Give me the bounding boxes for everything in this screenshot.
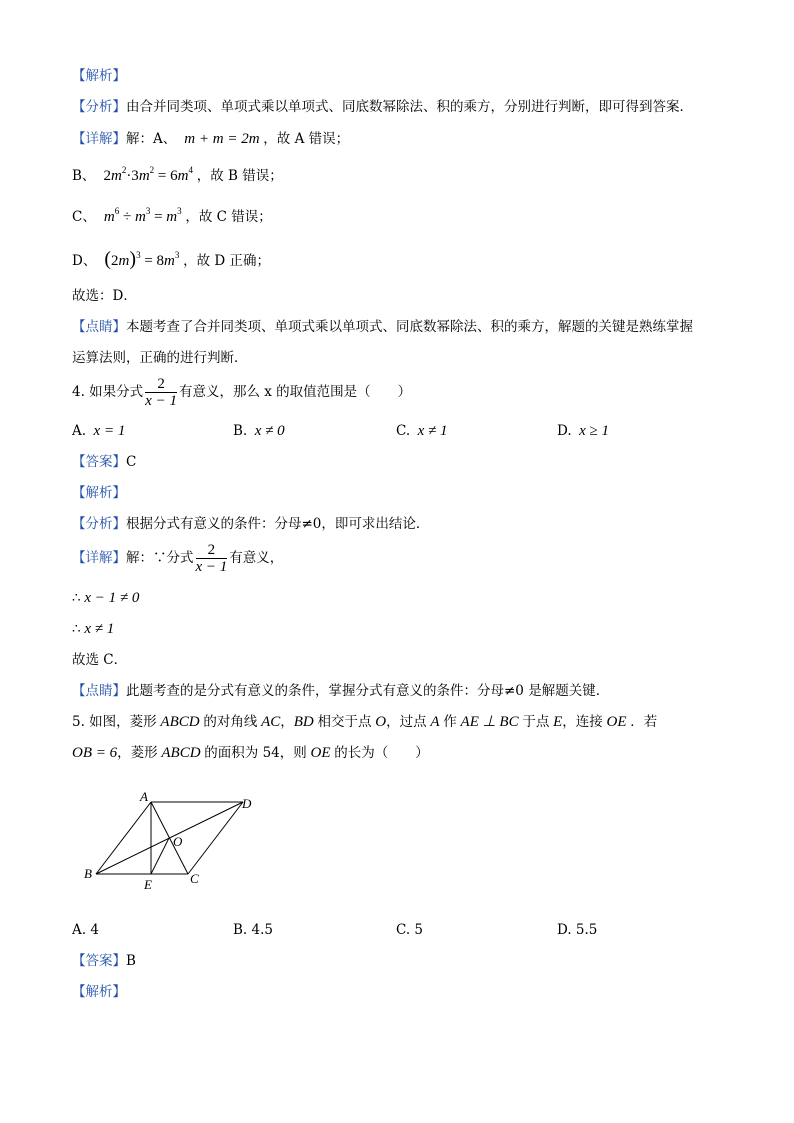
dianjing-tag: 【点睛】: [72, 319, 126, 335]
q5-option-c: C. 5: [396, 922, 424, 938]
q4-option-d-label: D.: [557, 423, 572, 439]
q4-analysis-text: 根据分式有意义的条件：分母≠0，即可求出结论．: [126, 516, 430, 532]
q5-text-1b: 的对角线: [203, 714, 258, 730]
q4-detail-frac-num: 2: [196, 542, 228, 559]
q4-stem-prefix: 4. 如果分式: [72, 384, 144, 400]
q4-point-text: 此题考查的是分式有意义的条件，掌握分式有意义的条件：分母≠0 是解题关键．: [126, 683, 610, 699]
q3-a-suffix: ，故 A 错误；: [263, 131, 350, 147]
diagonal-BD: [96, 802, 243, 874]
q3-point-text-1: 本题考查了合并同类项、单项式乘以单项式、同底数幂除法、积的乘方，解题的关键是熟练掌握: [126, 319, 693, 335]
q3-option-b: [72, 166, 283, 186]
q3-expr-d: $(2m)^3 = 8m^3$: [104, 248, 180, 270]
q3-option-d: [72, 249, 270, 271]
q5-text-2b: 的面积为 54，则: [204, 745, 307, 761]
q3-d-suffix: ，故 D 正确；: [183, 253, 271, 269]
point-label-e: E: [144, 877, 152, 892]
q4-option-b: B. x ≠ 0: [233, 423, 285, 439]
q3-detail-prefix: 解：A、: [126, 131, 177, 147]
q4-frac-num: 2: [145, 376, 177, 393]
q3-expr-a: m + m = 2m: [180, 131, 264, 147]
point-label-o: O: [173, 834, 183, 849]
point-label-a: A: [140, 789, 148, 804]
q5-answer: [72, 951, 136, 971]
q5-text-1a: 5. 如图，菱形: [72, 714, 157, 730]
q4-option-a-label: A.: [72, 423, 87, 439]
q5-option-d: D. 5.5: [557, 922, 598, 938]
q3-expr-b: $2m^2\cdot 3m^2 = 6m^4$: [99, 165, 193, 184]
rhombus-figure: [78, 785, 268, 895]
q5-text-2c: 的长为（ ）: [334, 745, 429, 761]
q4-answer: [72, 452, 136, 472]
q4-stem: [72, 375, 411, 409]
q4-frac-den: x − 1: [145, 393, 177, 409]
q5-text-1f: 于点: [522, 714, 550, 730]
q3-option-c: [72, 207, 272, 227]
q4-answer-value: C: [126, 454, 137, 470]
q4-stem-suffix: 有意义，那么 x 的取值范围是（ ）: [178, 384, 412, 400]
q4-option-b-label: B.: [233, 423, 248, 439]
segment-OE: [151, 838, 169, 874]
q5-jiexi-tag: 【解析】: [72, 984, 126, 1000]
xiangjie-tag: 【详解】: [72, 131, 126, 147]
q3-analysis: [72, 97, 693, 117]
jiexi-tag: 【解析】: [72, 68, 126, 84]
q3-detail: [72, 129, 349, 149]
q5-text-1h: ．若: [630, 714, 658, 730]
q5-option-a: A. 4: [72, 922, 99, 938]
q4-step-2: ∴ x ≠ 1: [72, 621, 115, 637]
side-BA: [96, 802, 151, 874]
q4-fraction: [145, 376, 177, 409]
point-label-b: B: [84, 866, 92, 881]
q3-b-suffix: ，故 B 错误；: [196, 168, 283, 184]
q3-point-2: 运算法则，正确的进行判断．: [72, 350, 248, 366]
q4-detail-frac-den: x − 1: [195, 559, 228, 575]
q4-detail-suffix: 有意义，: [229, 550, 284, 566]
q3-d-prefix: D、: [72, 253, 97, 269]
q4-jiexi-tag: 【解析】: [72, 485, 126, 501]
q5-answer-value: B: [126, 953, 136, 969]
q3-point-1: [72, 317, 693, 337]
point-label-c: C: [190, 871, 199, 886]
q4-detail-fraction: [196, 542, 228, 575]
q5-stem-2: OB = 6，菱形 ABCD 的面积为 54，则 OE 的长为（ ）: [72, 745, 429, 761]
q5-option-b: B. 4.5: [233, 922, 273, 938]
side-DC: [188, 802, 243, 874]
q5-text-1e: 作: [443, 714, 457, 730]
q4-therefore-1: ∴: [72, 590, 81, 606]
q4-fenxi-tag: 【分析】: [72, 516, 126, 532]
q5-text-1g: ，连接: [562, 714, 603, 730]
q4-choice: 故选 C．: [72, 652, 128, 668]
q4-xiangjie-tag: 【详解】: [72, 550, 126, 566]
q4-option-a: A. x = 1: [72, 423, 126, 439]
q5-stem-1: 5. 如图，菱形 ABCD 的对角线 AC，BD 相交于点 O，过点 A 作 AE ⊥ BC 于点 E，连接 OE ．若: [72, 714, 658, 730]
q3-choice: 故选：D．: [72, 288, 137, 304]
q4-point: [72, 681, 609, 701]
q4-option-c: C. x ≠ 1: [396, 423, 448, 439]
q3-c-prefix: C、: [72, 209, 96, 225]
q5-text-1d: ，过点: [386, 714, 427, 730]
q5-daan-tag: 【答案】: [72, 953, 126, 969]
q3-expr-c: $m^6 \div m^3 = m^3$: [103, 206, 182, 225]
q4-detail: [72, 541, 283, 575]
q4-therefore-2: ∴: [72, 621, 81, 637]
point-label-d: D: [242, 796, 252, 811]
fenxi-tag: 【分析】: [72, 99, 126, 115]
q3-c-suffix: ，故 C 错误；: [185, 209, 272, 225]
daan-tag: 【答案】: [72, 454, 126, 470]
q5-text-2a: ，菱形: [117, 745, 158, 761]
q4-analysis: [72, 514, 429, 534]
q4-detail-prefix: 解：∵分式: [126, 550, 194, 566]
q3-b-prefix: B、: [72, 168, 96, 184]
q4-step-1: ∴ x − 1 ≠ 0: [72, 590, 140, 606]
q4-option-d: D. x ≥ 1: [557, 423, 610, 439]
q4-option-c-label: C.: [396, 423, 411, 439]
q4-dianjing-tag: 【点睛】: [72, 683, 126, 699]
q3-analysis-text: 由合并同类项、单项式乘以单项式、同底数幂除法、积的乘方，分别进行判断，即可得到答案．: [126, 99, 693, 115]
q5-text-1c: 相交于点: [317, 714, 372, 730]
